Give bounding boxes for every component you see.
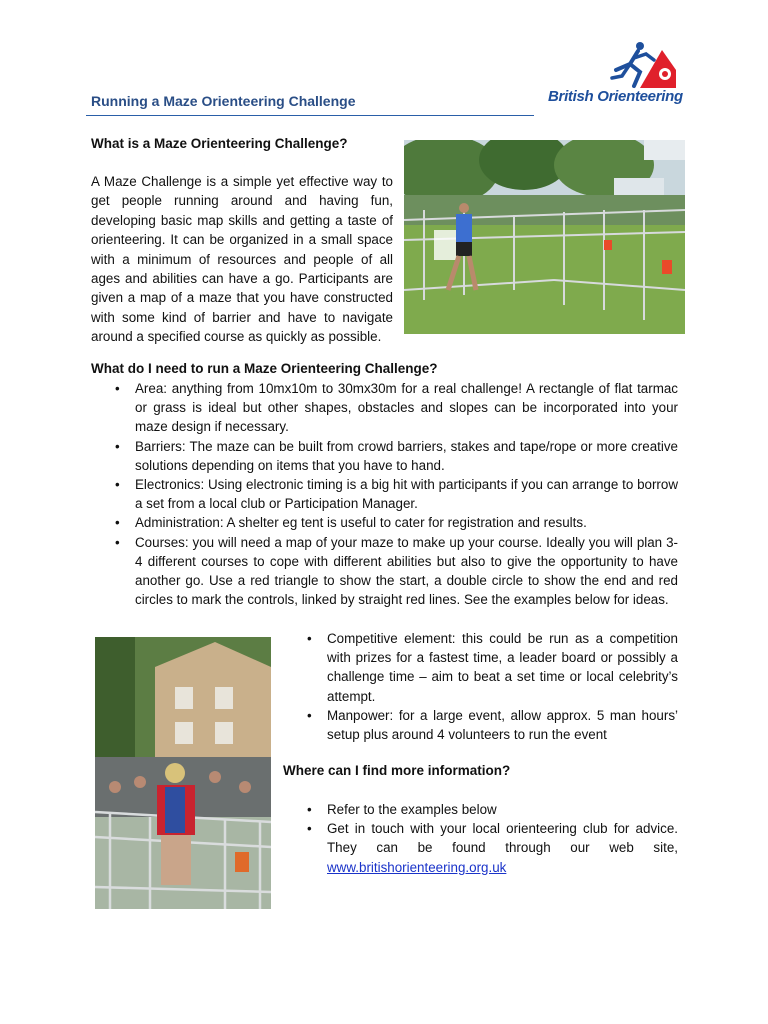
british-orienteering-logo (548, 40, 688, 110)
section-heading-what-is: What is a Maze Orienteering Challenge? (91, 136, 348, 151)
info-list (307, 800, 678, 877)
requirements-list-continued (307, 629, 678, 744)
logo-wordmark: British Orienteering (548, 88, 683, 105)
section-heading-what-do-i-need: What do I need to run a Maze Orienteering Challenge? (91, 361, 438, 376)
runner-logo-icon (610, 40, 680, 90)
list-item: • Barriers: The maze can be built from crowd barriers, stakes and tape/rope or more creative solutions depending on items that you have to hand. (115, 438, 678, 473)
bullet-icon: • (115, 515, 120, 531)
bullet-icon: • (307, 802, 312, 817)
requirements-list (115, 379, 678, 609)
maze-participant-photo (95, 637, 271, 909)
list-item: • Courses: you will need a map of your maze to make up your course. Ideally you will plan 3-4 different courses to cope with different abilities but also to give the opportunity to have another go. Use a red triangle to show the start, a double circle to show the end and red circles to mark the controls, linked by straight red lines. See the examples below for ideas. (115, 534, 678, 608)
list-item: • Competitive element: this could be run as a competition with prizes for a fastest time, a leader board or possibly a challenge time – aim to beat a set time or local celebrity’s attempt. (307, 631, 678, 704)
bullet-icon: • (307, 631, 312, 646)
list-item: • Administration: A shelter eg tent is useful to cater for registration and results. (135, 513, 678, 532)
bullet-icon: • (307, 707, 312, 723)
website-link[interactable]: www.britishorienteering.org.uk (327, 859, 507, 875)
bullet-icon: • (115, 381, 120, 396)
title-divider (86, 115, 534, 116)
list-item: • Refer to the examples below (327, 800, 678, 819)
page-title: Running a Maze Orienteering Challenge (91, 93, 356, 109)
list-item: • Get in touch with your local orienteering club for advice. They can be found through our web site, www.britishorienteering.org.uk (307, 821, 678, 875)
bullet-icon: • (115, 477, 120, 493)
list-item: • Electronics: Using electronic timing is a big hit with participants if you can arrange to borrow a set from a local club or Participation Manager. (115, 477, 678, 512)
bullet-icon: • (115, 438, 120, 454)
maze-runner-photo (404, 140, 685, 334)
intro-paragraph: A Maze Challenge is a simple yet effective way to get people running around and having fun, developing basic map skills and getting a taste of orienteering. It can be organized in a small space with a minimum of resources and people of all ages and abilities can have a go. Participants are given a map of a maze that you have constructed with some kind of barrier and have to navigate around a specified course as quickly as possible. (91, 174, 393, 345)
section-heading-more-info: Where can I find more information? (283, 763, 511, 778)
bullet-icon: • (115, 534, 120, 550)
list-item: • Manpower: for a large event, allow approx. 5 man hours’ setup plus around 4 volunteers to run the event (307, 707, 678, 743)
list-item: • Area: anything from 10mx10m to 30mx30m for a real challenge! A rectangle of flat tarmac or grass is ideal but other shapes, obstacles and slopes can be incorporated into your maze design if necessary. (115, 381, 678, 435)
bullet-icon: • (307, 821, 312, 837)
